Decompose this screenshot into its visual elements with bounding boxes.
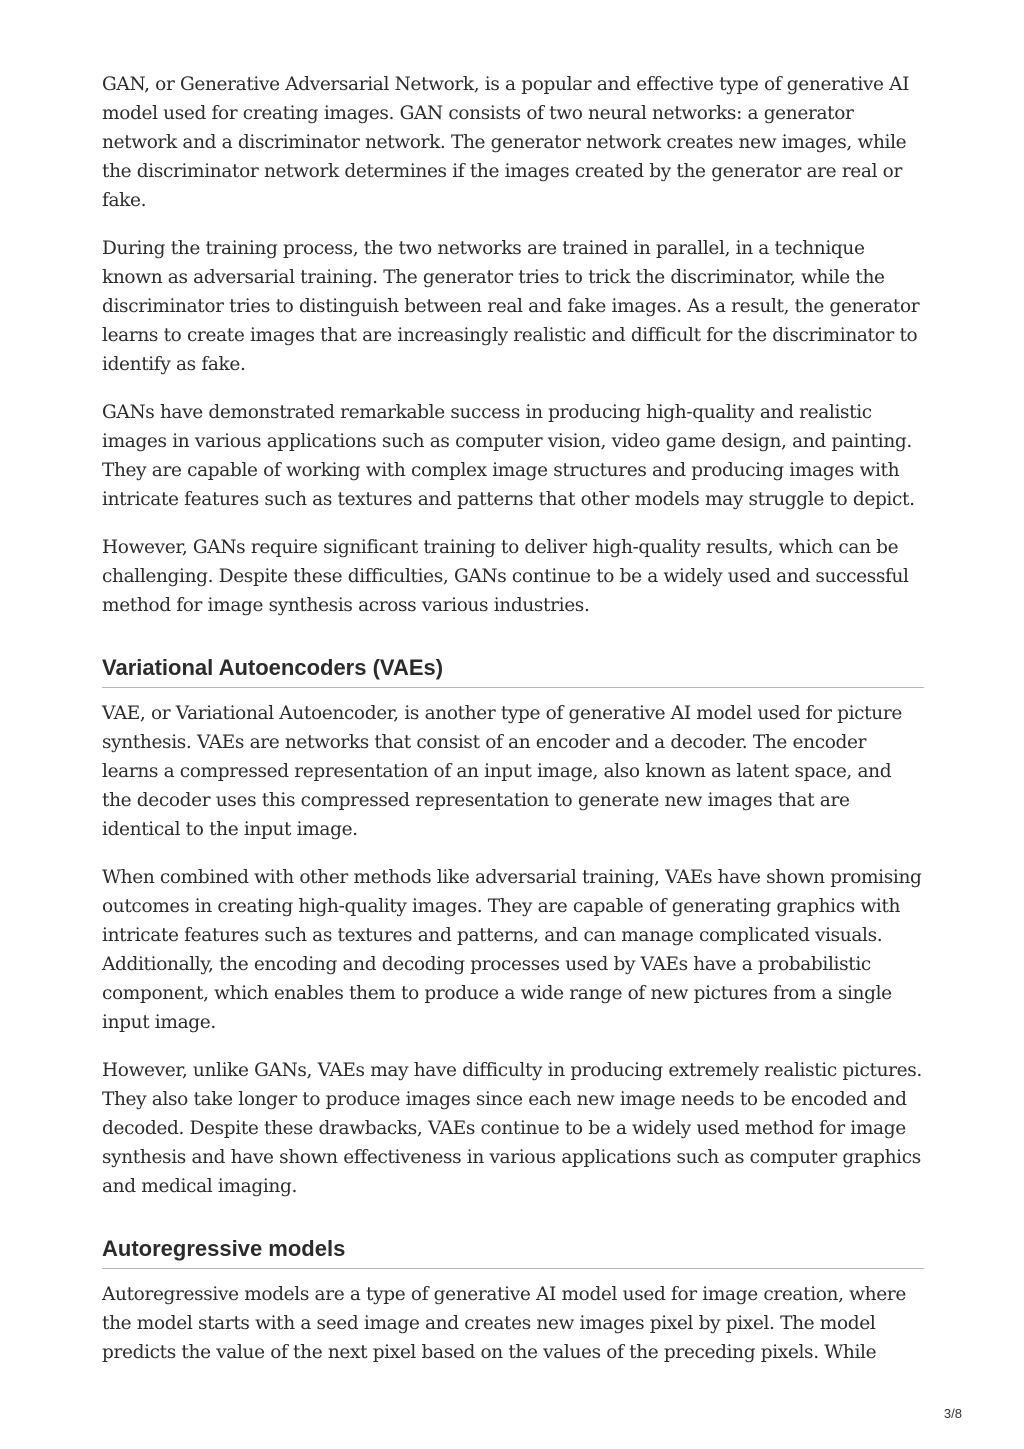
paragraph-vae-outcomes: When combined with other methods like adversarial training, VAEs have shown promising outcomes in creating high-quality images. They are capable of generating graphics with intricate features such as textures and patterns, and can manage complicated visuals. Additionally, the encoding and decoding processes used by VAEs have a probabilistic component, which enables them to produce a wide range of new pictures from a single input image. — [102, 867, 922, 1033]
paragraph-vae-limitations: However, unlike GANs, VAEs may have difficulty in producing extremely realistic pictures. They also take longer to produce images since each new image needs to be encoded and decoded. Despite these drawbacks, VAEs continue to be a widely used method for image synthesis and have shown effectiveness in various applications such as computer graphics and medical imaging. — [102, 1060, 922, 1197]
document-body — [102, 70, 924, 1386]
page-number: 3/8 — [943, 1406, 962, 1421]
paragraph-gan-limitations: However, GANs require significant training to deliver high-quality results, which can be challenging. Despite these difficulties, GANs continue to be a widely used and successful method for image synthesis across various industries. — [102, 537, 909, 616]
paragraph-vae-intro: VAE, or Variational Autoencoder, is another type of generative AI model used for picture synthesis. VAEs are networks that consist of an encoder and a decoder. The encoder learns a compressed representation of an input image, also known as latent space, and the decoder uses this compressed representation to generate new images that are identical to the input image. — [102, 703, 902, 840]
paragraph-autoregressive-intro: Autoregressive models are a type of generative AI model used for image creation, where the model starts with a seed image and creates new images pixel by pixel. The model predicts the value of the next pixel based on the values of the preceding pixels. While — [102, 1284, 906, 1363]
paragraph-gan-success: GANs have demonstrated remarkable success in producing high-quality and realistic images in various applications such as computer vision, video game design, and painting. They are capable of working with complex image structures and producing images with intricate features such as textures and patterns that other models may struggle to depict. — [102, 402, 915, 510]
paragraph-gan-training: During the training process, the two networks are trained in parallel, in a technique known as adversarial training. The generator tries to trick the discriminator, while the discriminator tries to distinguish between real and fake images. As a result, the generator learns to create images that are increasingly realistic and difficult for the discriminator to identify as fake. — [102, 238, 920, 375]
paragraph-gan-intro: GAN, or Generative Adversarial Network, is a popular and effective type of generative AI model used for creating images. GAN consists of two neural networks: a generator network and a discriminator network. The generator network creates new images, while the discriminator network determines if the images created by the generator are real or fake. — [102, 74, 910, 211]
section-heading-autoregressive: Autoregressive models — [102, 1235, 924, 1269]
section-heading-vaes: Variational Autoencoders (VAEs) — [102, 654, 924, 688]
